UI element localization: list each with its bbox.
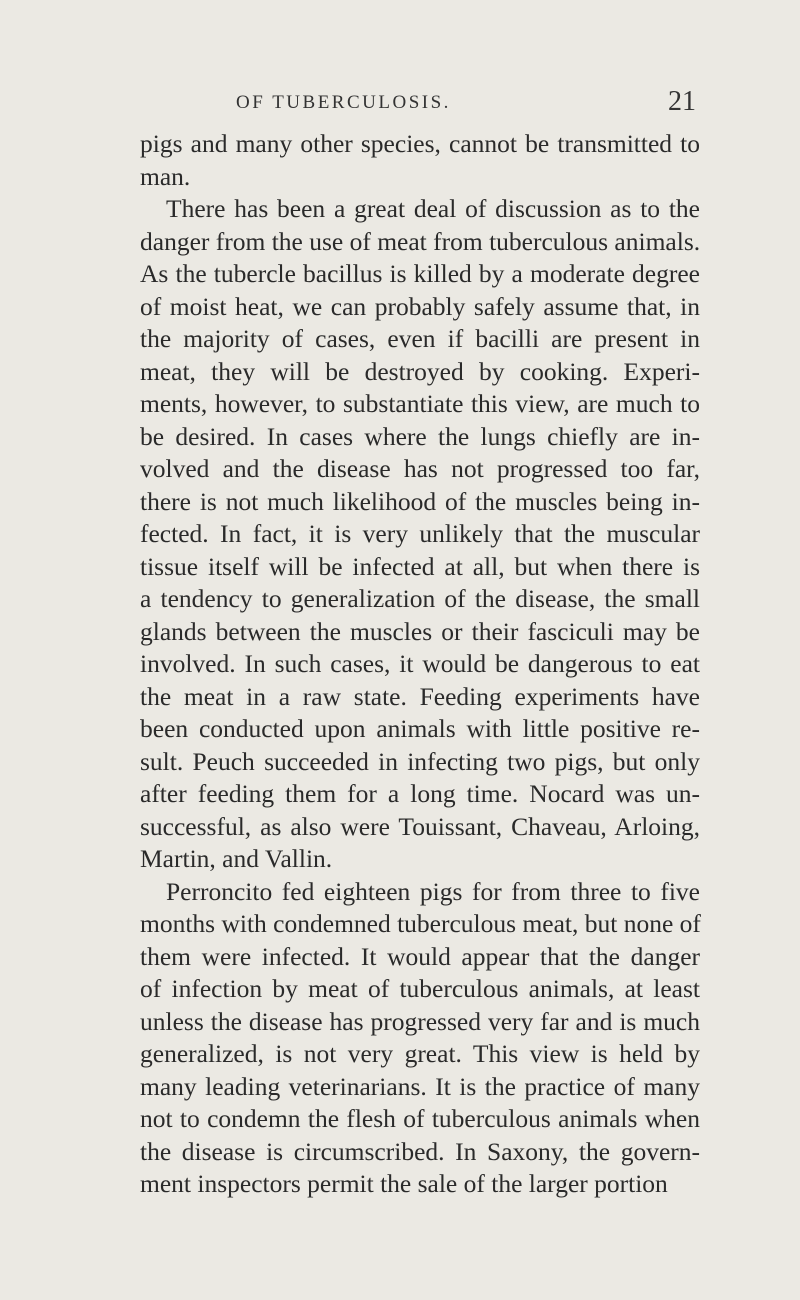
text-line: of infection by meat of tuberculous animals, at least bbox=[140, 974, 700, 1003]
text-line: not to condemn the flesh of tuberculous animals when bbox=[140, 1104, 700, 1133]
text-line: There has been a great deal of discussion as to the bbox=[166, 194, 700, 223]
text-line: the disease is circumscribed. In Saxony, the govern- bbox=[140, 1136, 700, 1166]
page-number: 21 bbox=[668, 86, 696, 117]
text-line: meat, they will be destroyed by cooking. Experi- bbox=[140, 356, 700, 386]
text-line: man. bbox=[140, 161, 191, 191]
paragraph bbox=[140, 876, 700, 1201]
text-line: sult. Peuch succeeded in infecting two pigs, but only bbox=[140, 746, 700, 776]
running-head: OF TUBERCULOSIS. bbox=[236, 92, 451, 113]
text-line: been conducted upon animals with little positive re- bbox=[140, 714, 700, 743]
text-line: months with condemned tuberculous meat, but none of bbox=[140, 909, 701, 938]
text-line: ment inspectors permit the sale of the larger portion bbox=[140, 1169, 668, 1198]
text-line: them were infected. It would appear that the danger bbox=[140, 941, 700, 971]
text-line: successful, as also were Touissant, Chaveau, Arloing, bbox=[140, 811, 700, 841]
text-line: Martin, and Vallin. bbox=[140, 844, 333, 873]
text-line: volved and the disease has not progressed too far, bbox=[140, 454, 700, 483]
text-line: unless the disease has progressed very far and is much bbox=[140, 1006, 700, 1036]
text-line: be desired. In cases where the lungs chiefly are in- bbox=[140, 421, 700, 451]
body-text bbox=[140, 128, 700, 1201]
text-line: many leading veterinarians. It is the practice of many bbox=[140, 1071, 700, 1101]
text-line: Perroncito fed eighteen pigs for from three to five bbox=[166, 876, 700, 906]
text-line: tissue itself will be infected at all, but when there is bbox=[140, 551, 700, 581]
text-line: fected. In fact, it is very unlikely that the muscular bbox=[140, 519, 700, 548]
text-line: As the tubercle bacillus is killed by a moderate degree bbox=[140, 259, 700, 288]
text-line: of moist heat, we can probably safely assume that, in bbox=[140, 291, 700, 321]
paragraph bbox=[140, 128, 700, 193]
text-line: danger from the use of meat from tuberculous animals. bbox=[140, 226, 701, 256]
text-line: glands between the muscles or their fasciculi may be bbox=[140, 616, 700, 646]
page-header bbox=[0, 86, 800, 126]
text-line: after feeding them for a long time. Nocard was un- bbox=[140, 779, 700, 808]
text-line: pigs and many other species, cannot be transmitted to bbox=[140, 129, 700, 158]
text-line: there is not much likelihood of the muscles being in- bbox=[140, 486, 700, 516]
text-line: ments, however, to substantiate this view, are much to bbox=[140, 389, 700, 418]
text-line: generalized, is not very great. This view is held by bbox=[140, 1039, 700, 1068]
text-line: involved. In such cases, it would be dangerous to eat bbox=[140, 649, 700, 678]
text-line: a tendency to generalization of the disease, the small bbox=[140, 584, 700, 613]
paragraph bbox=[140, 193, 700, 876]
text-line: the meat in a raw state. Feeding experiments have bbox=[140, 681, 700, 711]
text-line: the majority of cases, even if bacilli are present in bbox=[140, 324, 700, 353]
